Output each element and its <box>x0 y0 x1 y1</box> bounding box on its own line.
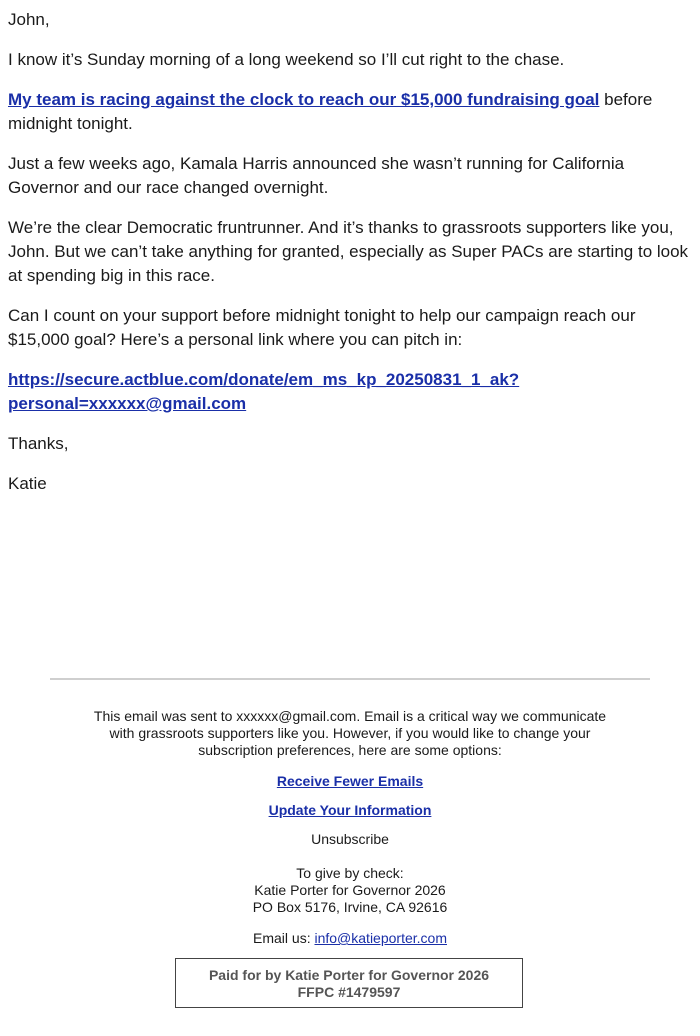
check-intro: To give by check: <box>296 865 404 881</box>
paragraph-goal <box>8 88 692 136</box>
donate-link-line1: https://secure.actblue.com/donate/em_ms_kp_20250831_1_ak? <box>8 370 520 389</box>
paragraph-ask: Can I count on your support before midnight tonight to help our campaign reach our $15,000 goal? Here’s a personal link where you can pitch in: <box>8 306 636 349</box>
receive-fewer-emails-link[interactable]: Receive Fewer Emails <box>276 773 424 789</box>
footer-notice: This email was sent to xxxxxx@gmail.com. Email is a critical way we communicate with grassroots supporters like you. However, if you would like to change your subscription preferences, here are some options: <box>93 708 607 758</box>
email-footer <box>50 708 650 947</box>
paid-for-disclaimer <box>175 958 523 1008</box>
greeting: John, <box>8 10 50 29</box>
donate-link[interactable] <box>8 370 519 413</box>
donate-link-paragraph <box>8 368 692 416</box>
update-information-link[interactable]: Update Your Information <box>268 802 432 818</box>
unsubscribe-link[interactable]: Unsubscribe <box>311 831 389 847</box>
paragraph-harris: Just a few weeks ago, Kamala Harris announced she wasn’t running for California Governor and our race changed overnight. <box>8 154 625 197</box>
donate-link-line2: personal=xxxxxx@gmail.com <box>8 394 247 413</box>
signature: Katie <box>8 474 47 493</box>
paragraph-frontrunner: We’re the clear Democratic fruntrunner. And it’s thanks to grassroots supporters like you, John. But we can’t take anything for granted, especially as Super PACs are starting to look at spending big in this race. <box>8 218 689 285</box>
paragraph-intro: I know it’s Sunday morning of a long weekend so I’ll cut right to the chase. <box>8 50 565 69</box>
footer-divider <box>50 678 650 680</box>
ffpc-number: FFPC #1479597 <box>297 984 401 1000</box>
fundraising-goal-link[interactable]: My team is racing against the clock to reach our $15,000 fundraising goal <box>8 90 600 109</box>
email-us-label: Email us: <box>253 930 315 946</box>
check-address: PO Box 5176, Irvine, CA 92616 <box>252 899 448 915</box>
check-payee: Katie Porter for Governor 2026 <box>254 882 446 898</box>
thanks: Thanks, <box>8 434 69 453</box>
paragraph-goal-rest: before midnight tonight. <box>8 90 653 133</box>
email-body <box>8 8 692 512</box>
paid-for-text: Paid for by Katie Porter for Governor 2026 <box>208 967 490 983</box>
contact-email-link[interactable]: info@katieporter.com <box>314 930 447 946</box>
